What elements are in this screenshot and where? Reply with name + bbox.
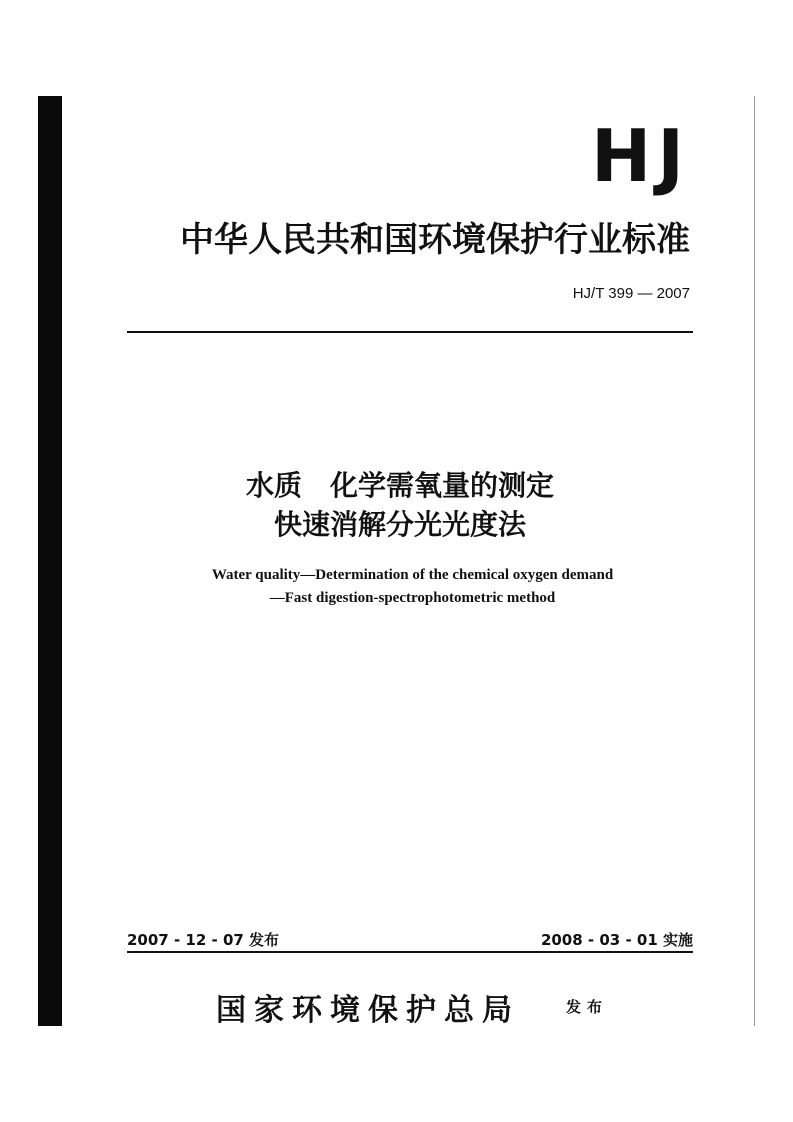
english-title-line-1: Water quality—Determination of the chemical oxygen demand — [211, 567, 614, 583]
top-divider — [127, 331, 693, 333]
hj-logo: HJ — [590, 114, 690, 198]
issue-date: 2007 - 12 - 07 发布 — [127, 931, 280, 949]
standard-category-title: 中华人民共和国环境保护行业标准 — [180, 220, 690, 260]
publisher-name: 国家环境保护总局 — [216, 993, 520, 1028]
bottom-divider — [127, 951, 693, 953]
chinese-title-line-2: 快速消解分光光度法 — [273, 508, 526, 541]
publish-label: 发布 — [566, 998, 609, 1016]
page-edge-line — [754, 96, 755, 1026]
effective-date: 2008 - 03 - 01 实施 — [540, 931, 693, 949]
standard-number: HJ/T 399 — 2007 — [572, 285, 690, 302]
english-title-line-2: —Fast digestion-spectrophotometric method — [269, 590, 556, 606]
binding-strip — [38, 96, 62, 1026]
chinese-title-line-1: 水质 化学需氧量的测定 — [245, 469, 554, 502]
